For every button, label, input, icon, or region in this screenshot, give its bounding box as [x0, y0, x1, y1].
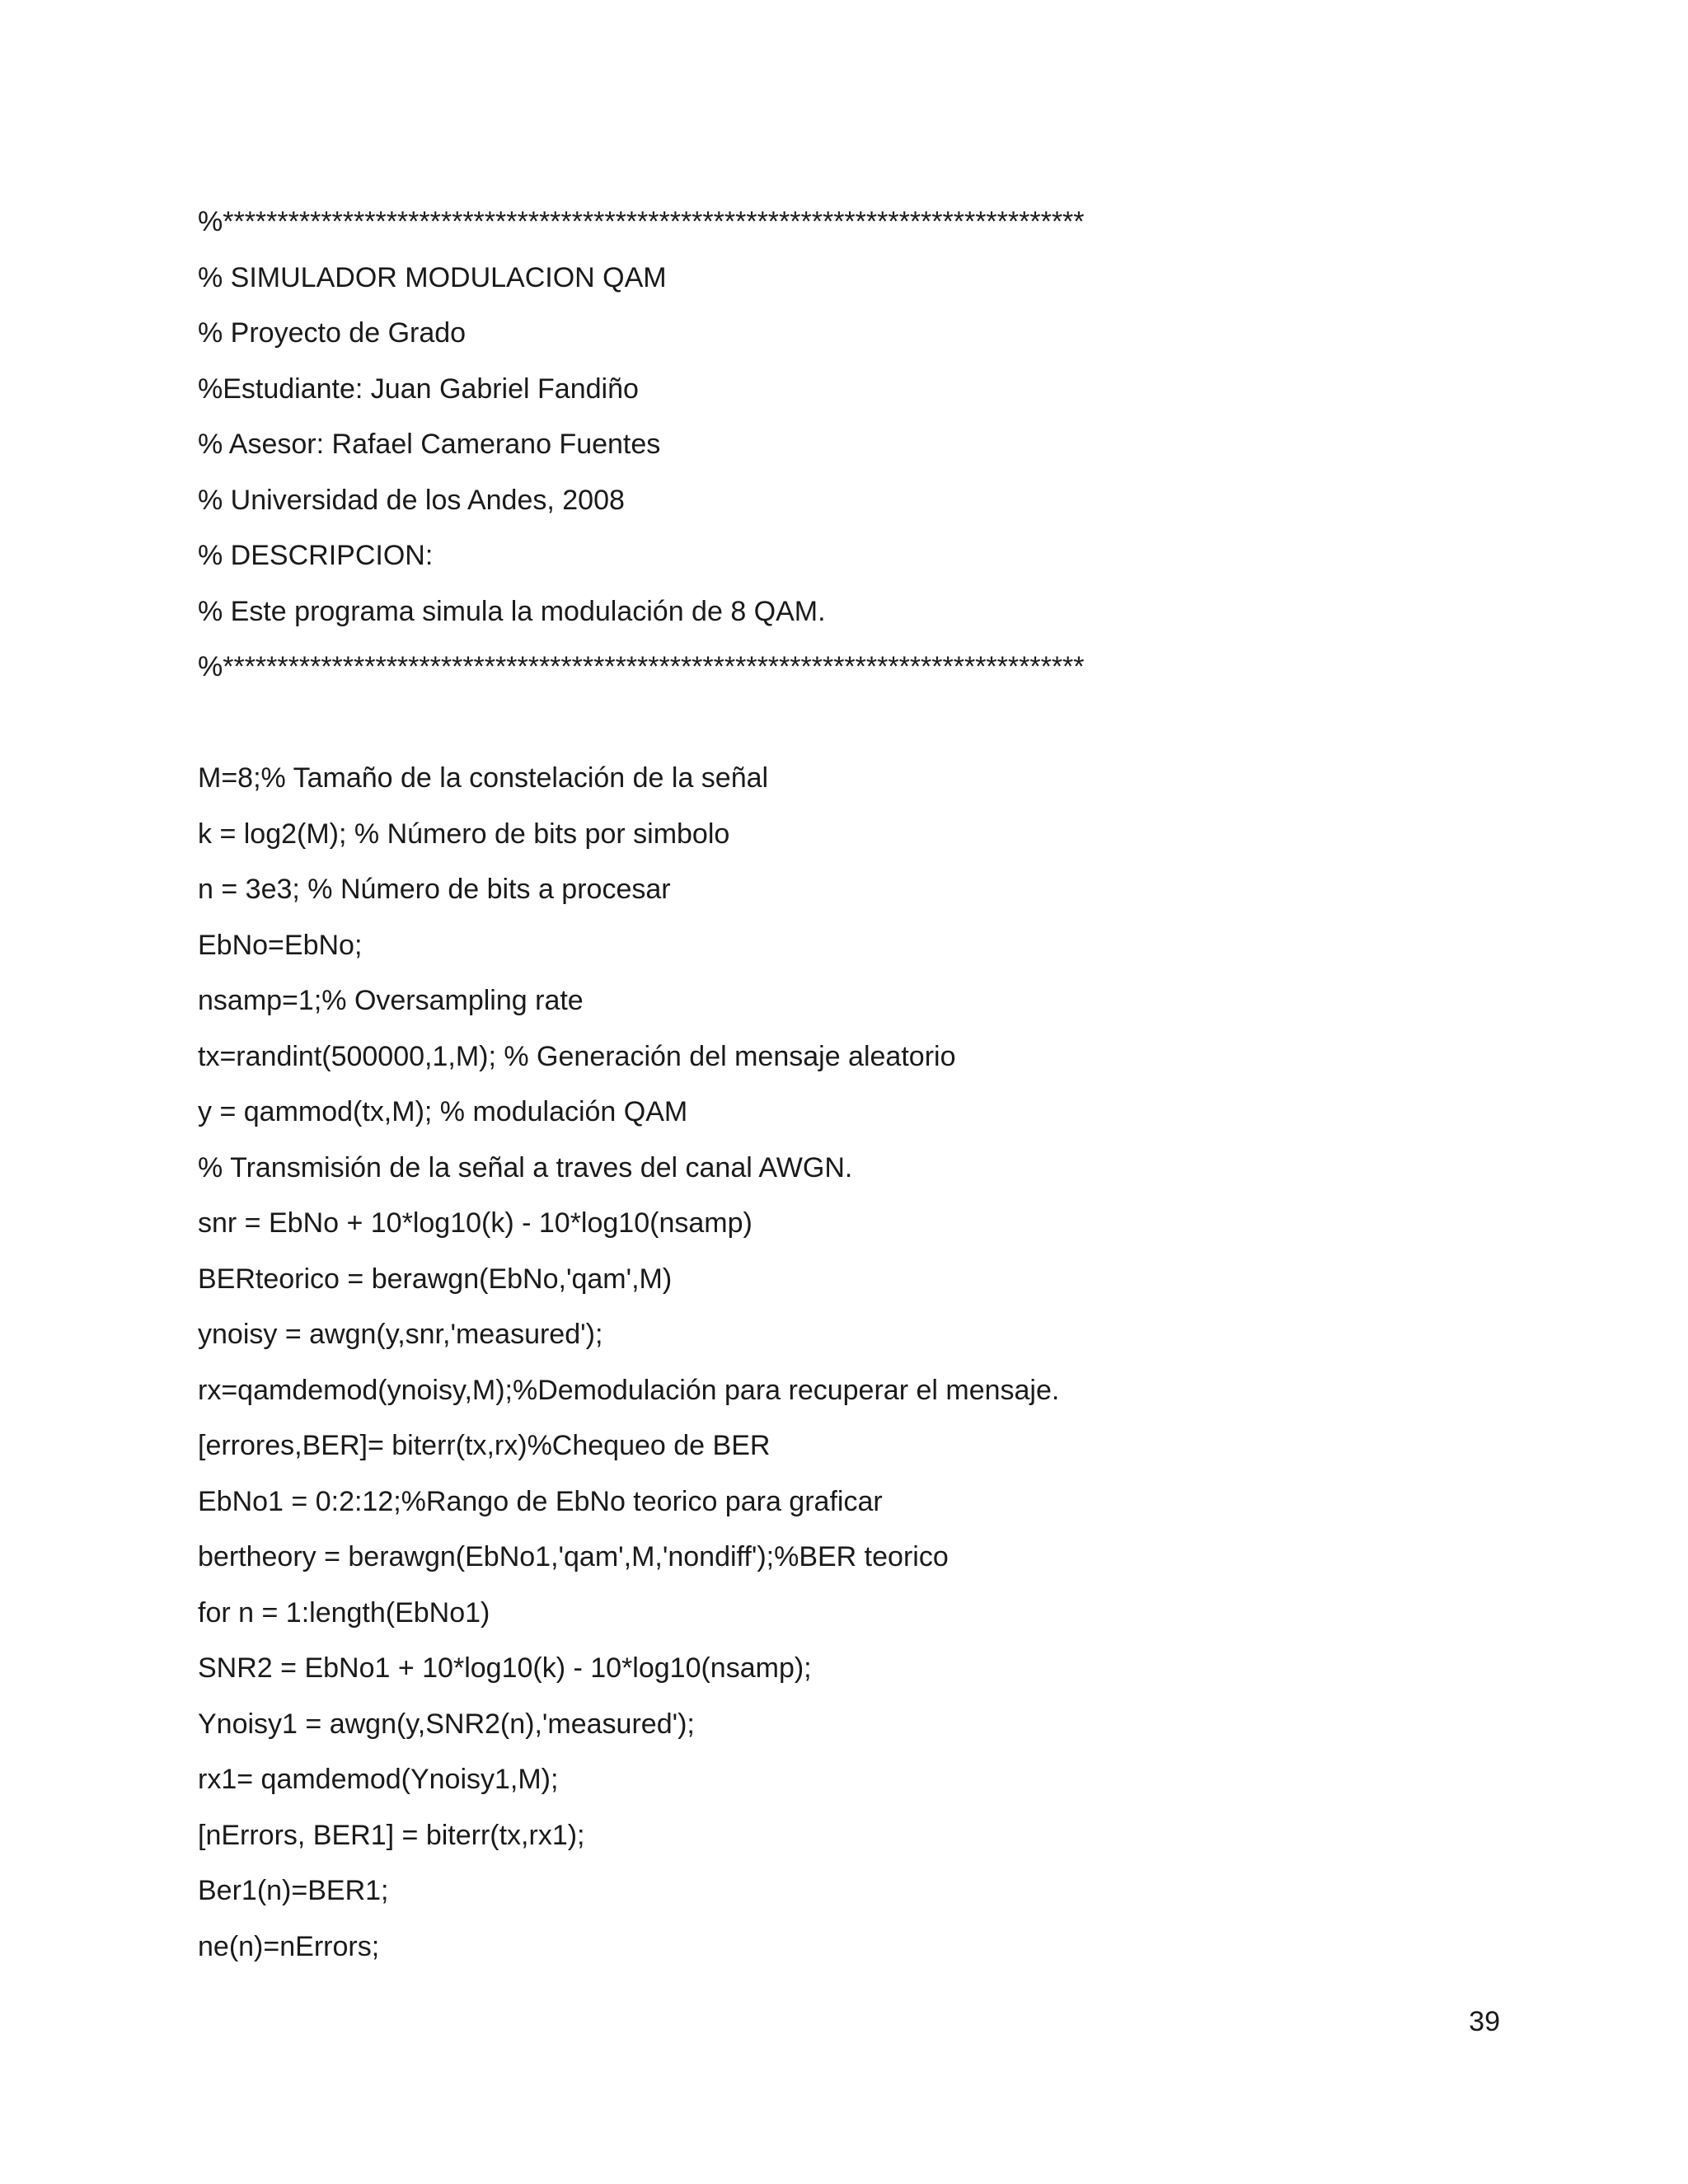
- code-listing: [198, 194, 1500, 1975]
- code-line: Ynoisy1 = awgn(y,SNR2(n),'measured');: [198, 1708, 695, 1740]
- code-line: EbNo1 = 0:2:12;%Rango de EbNo teorico para graficar: [198, 1485, 883, 1517]
- code-line: tx=randint(500000,1,M); % Generación del mensaje aleatorio: [198, 1040, 956, 1072]
- code-line-title: % SIMULADOR MODULACION QAM: [198, 261, 667, 293]
- code-line: BERteorico = berawgn(EbNo,'qam',M): [198, 1263, 673, 1295]
- code-line-student: %Estudiante: Juan Gabriel Fandiño: [198, 373, 639, 405]
- code-line: for n = 1:length(EbNo1): [198, 1596, 490, 1629]
- code-line-university: % Universidad de los Andes, 2008: [198, 484, 625, 516]
- code-line: SNR2 = EbNo1 + 10*log10(k) - 10*log10(nsamp);: [198, 1652, 812, 1684]
- code-line: [nErrors, BER1] = biterr(tx,rx1);: [198, 1819, 585, 1851]
- code-line-project: % Proyecto de Grado: [198, 317, 467, 349]
- code-line: EbNo=EbNo;: [198, 929, 363, 961]
- blank-line: [198, 696, 1500, 752]
- code-line-description: % Este programa simula la modulación de 8 QAM.: [198, 595, 826, 627]
- code-line: bertheory = berawgn(EbNo1,'qam',M,'nondiff');%BER teorico: [198, 1541, 949, 1572]
- code-line: rx=qamdemod(ynoisy,M);%Demodulación para recuperar el mensaje.: [198, 1374, 1060, 1406]
- code-line: n = 3e3; % Número de bits a procesar: [198, 874, 671, 905]
- code-line: ynoisy = awgn(y,snr,'measured');: [198, 1319, 603, 1350]
- code-line: k = log2(M); % Número de bits por simbolo: [198, 818, 730, 850]
- code-line: snr = EbNo + 10*log10(k) - 10*log10(nsamp): [198, 1207, 753, 1239]
- page-number: 39: [1469, 2006, 1500, 2037]
- code-line: % Transmisión de la señal a traves del canal AWGN.: [198, 1151, 853, 1183]
- header-border-bottom: %*******************************************************************************: [198, 651, 1085, 682]
- code-line: Ber1(n)=BER1;: [198, 1875, 389, 1906]
- code-line: y = qammod(tx,M); % modulación QAM: [198, 1096, 688, 1127]
- code-line-advisor: % Asesor: Rafael Camerano Fuentes: [198, 429, 661, 460]
- code-line: nsamp=1;% Oversampling rate: [198, 985, 584, 1016]
- code-line: M=8;% Tamaño de la constelación de la señal: [198, 762, 769, 794]
- code-line: [errores,BER]= biterr(tx,rx)%Chequeo de BER: [198, 1430, 771, 1461]
- code-line: rx1= qamdemod(Ynoisy1,M);: [198, 1764, 559, 1795]
- code-line: ne(n)=nErrors;: [198, 1930, 380, 1962]
- code-line-description-label: % DESCRIPCION:: [198, 540, 434, 571]
- header-border-top: %*******************************************************************************: [198, 206, 1085, 237]
